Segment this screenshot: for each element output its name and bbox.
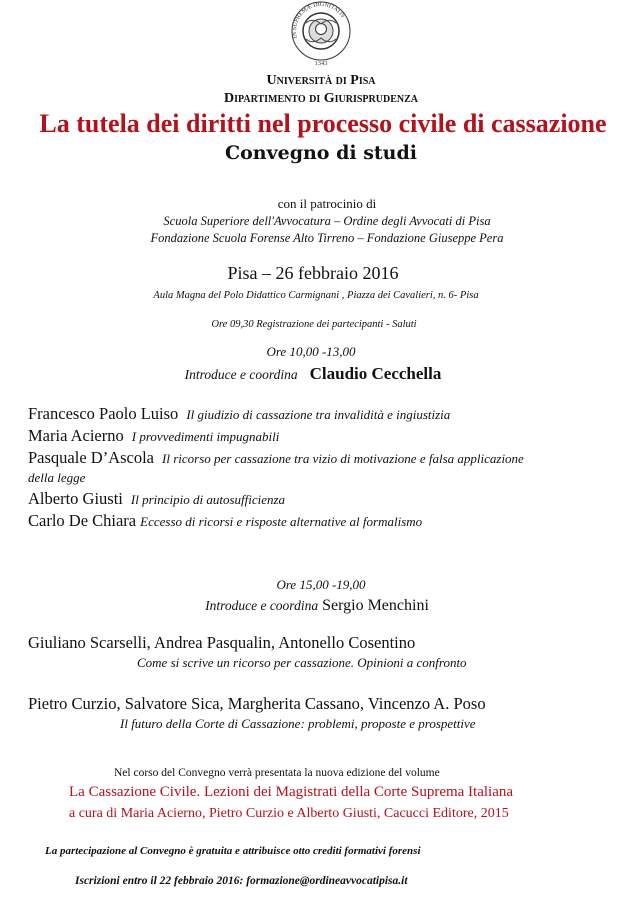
speaker-name: Alberto Giusti	[28, 489, 123, 508]
registration-note: Iscrizioni entro il 22 febbraio 2016: formazione@ordineavvocatipisa.it	[75, 875, 408, 887]
university-name: Università di Pisa	[266, 73, 376, 88]
speaker-name: Pasquale D’Ascola	[28, 448, 155, 467]
afternoon-chair	[0, 597, 642, 615]
event-venue: Aula Magna del Polo Didattico Carmignani , Piazza dei Cavalieri, n. 6- Pisa	[153, 290, 479, 301]
panel-topic: Il futuro della Corte di Cassazione: problemi, proposte e prospettive	[120, 716, 476, 731]
patronage-line-1: Scuola Superiore dell'Avvocatura – Ordine degli Avvocati di Pisa	[163, 214, 491, 228]
chair-label: Introduce e coordina	[205, 598, 319, 613]
department-name: Dipartimento di Giurisprudenza	[224, 91, 418, 106]
speaker-name: Carlo De Chiara	[28, 511, 137, 530]
patronage-intro: con il patrocinio di	[277, 196, 377, 211]
talk-item	[28, 427, 279, 446]
talk-item	[28, 405, 450, 424]
chair-name: Sergio Menchini	[322, 597, 429, 614]
morning-session-time: Ore 10,00 -13,00	[266, 344, 356, 359]
event-date: Pisa – 26 febbraio 2016	[227, 263, 399, 283]
talk-item	[28, 449, 524, 468]
morning-chair	[0, 364, 642, 384]
talk-item	[28, 490, 285, 509]
participation-note: La partecipazione al Convegno è gratuita e attribuisce otto crediti formativi forensi	[45, 845, 421, 857]
svg-text:IN SUPREMÆ DIGNITATIS: IN SUPREMÆ DIGNITATIS	[291, 1, 346, 40]
speaker-name: Maria Acierno	[28, 426, 124, 445]
book-intro: Nel corso del Convegno verrà presentata la nuova edizione del volume	[114, 767, 440, 779]
conference-title: La tutela dei diritti nel processo civile di cassazione	[39, 109, 607, 138]
talk-topic-continued: della legge	[28, 470, 86, 485]
chair-name: Claudio Cecchella	[309, 364, 442, 383]
afternoon-session-time: Ore 15,00 -19,00	[276, 577, 366, 592]
chair-label: Introduce e coordina	[184, 367, 298, 382]
talk-topic: Il giudizio di cassazione tra invalidità e ingiustizia	[186, 407, 451, 422]
conference-subtitle: Convegno di studi	[224, 142, 418, 164]
university-seal	[286, 0, 356, 68]
book-editors: a cura di Maria Acierno, Pietro Curzio e Alberto Giusti, Cacucci Editore, 2015	[69, 806, 509, 821]
talk-topic: Il principio di autosufficienza	[130, 492, 286, 507]
registration-time: Ore 09,30 Registrazione dei partecipanti - Saluti	[211, 319, 417, 330]
book-title: La Cassazione Civile. Lezioni dei Magistrati della Corte Suprema Italiana	[69, 784, 514, 800]
panel-speakers: Giuliano Scarselli, Andrea Pasqualin, Antonello Cosentino	[28, 633, 416, 652]
panel-topic: Come si scrive un ricorso per cassazione. Opinioni a confronto	[137, 655, 467, 670]
talk-topic: I provvedimenti impugnabili	[131, 429, 280, 444]
panel-speakers: Pietro Curzio, Salvatore Sica, Margherita Cassano, Vincenzo A. Poso	[28, 694, 486, 713]
patronage-line-2: Fondazione Scuola Forense Alto Tirreno – Fondazione Giuseppe Pera	[150, 231, 504, 245]
speaker-name: Francesco Paolo Luiso	[28, 404, 179, 423]
talk-topic: Eccesso di ricorsi e risposte alternative al formalismo	[140, 514, 423, 529]
talk-topic: Il ricorso per cassazione tra vizio di motivazione e falsa applicazione	[162, 451, 524, 466]
svg-text:1343: 1343	[314, 60, 328, 67]
talk-item	[28, 512, 422, 531]
